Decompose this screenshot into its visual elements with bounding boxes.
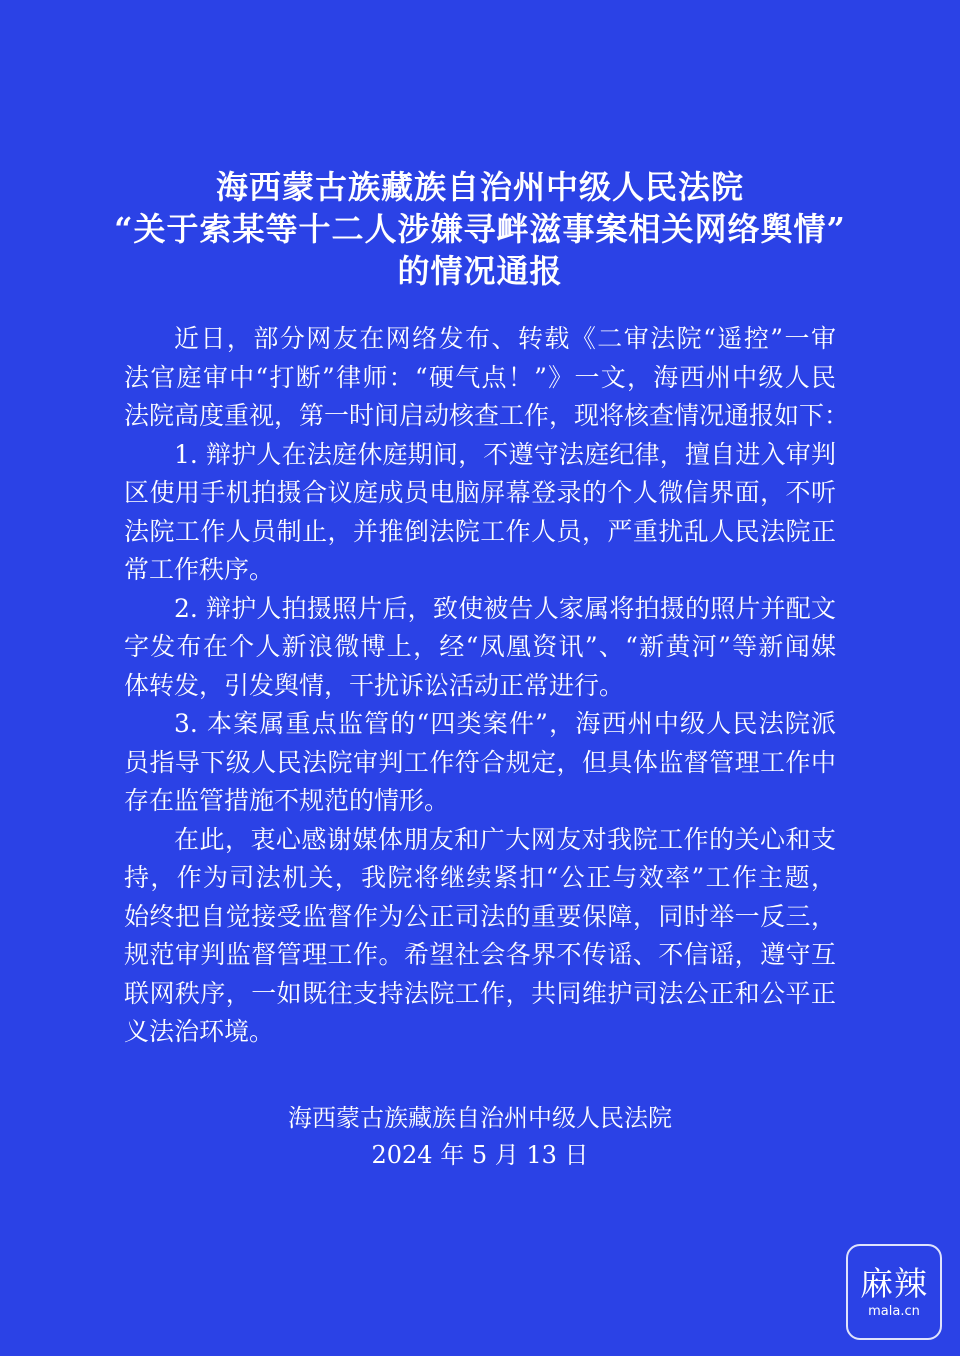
text-line: 1. 辩护人在法庭休庭期间，不遵守法庭纪律，擅自进入审判: [174, 439, 836, 469]
text-line: 员指导下级人民法院审判工作符合规定，但具体监督管理工作中: [124, 747, 836, 777]
signature-org: 海西蒙古族藏族自治州中级人民法院: [288, 1104, 672, 1132]
title-line-1: 海西蒙古族藏族自治州中级人民法院: [215, 168, 744, 206]
text-line: 持，作为司法机关，我院将继续紧扣“公正与效率”工作主题，: [124, 863, 836, 892]
text-line: 法院高度重视，第一时间启动核查工作，现将核查情况通报如下：: [124, 401, 850, 430]
notice-title: [0, 166, 960, 292]
text-line: 在此，衷心感谢媒体朋友和广大网友对我院工作的关心和支: [174, 824, 836, 854]
text-line: 法官庭审中“打断”律师：“硬气点！”》一文，海西州中级人民: [124, 362, 836, 392]
text-line: 2. 辩护人拍摄照片后，致使被告人家属将拍摄的照片并配文: [174, 593, 836, 623]
text-line: 3. 本案属重点监管的“四类案件”，海西州中级人民法院派: [174, 709, 836, 738]
text-line: 近日，部分网友在网络发布、转载《二审法院“遥控”一审: [174, 324, 836, 353]
watermark-logo-en: mala.cn: [868, 1304, 920, 1319]
text-line: 常工作秩序。: [124, 555, 275, 584]
text-line: 义法治环境。: [124, 1017, 275, 1046]
text-line: 法院工作人员制止，并推倒法院工作人员，严重扰乱人民法院正: [124, 516, 836, 546]
paragraph-intro: [124, 320, 850, 436]
paragraph-point-2: [124, 590, 836, 706]
watermark-logo-cn: 麻辣: [860, 1264, 928, 1303]
title-line-2: “关于索某等十二人涉嫌寻衅滋事案相关网络舆情”: [114, 210, 846, 248]
text-line: 存在监管措施不规范的情形。: [124, 786, 450, 815]
paragraph-point-3: [124, 705, 836, 821]
text-line: 体转发，引发舆情，干扰诉讼活动正常进行。: [124, 670, 625, 700]
notice-body: [124, 320, 850, 1052]
title-line-3: 的情况通报: [397, 252, 563, 290]
paragraph-closing: [124, 821, 836, 1052]
text-line: 字发布在个人新浪微博上，经“凤凰资讯”、“新黄河”等新闻媒: [124, 632, 836, 661]
signature-date: 2024 年 5 月 13 日: [371, 1141, 589, 1169]
text-line: 始终把自觉接受监督作为公正司法的重要保障，同时举一反三，: [124, 901, 836, 931]
watermark-logo: [846, 1244, 942, 1340]
text-line: 区使用手机拍摄合议庭成员电脑屏幕登录的个人微信界面，不听: [124, 478, 836, 507]
text-line: 联网秩序，一如既往支持法院工作，共同维护司法公正和公平正: [124, 978, 836, 1008]
paragraph-point-1: [124, 436, 836, 590]
text-line: 规范审判监督管理工作。希望社会各界不传谣、不信谣，遵守互: [124, 940, 836, 969]
